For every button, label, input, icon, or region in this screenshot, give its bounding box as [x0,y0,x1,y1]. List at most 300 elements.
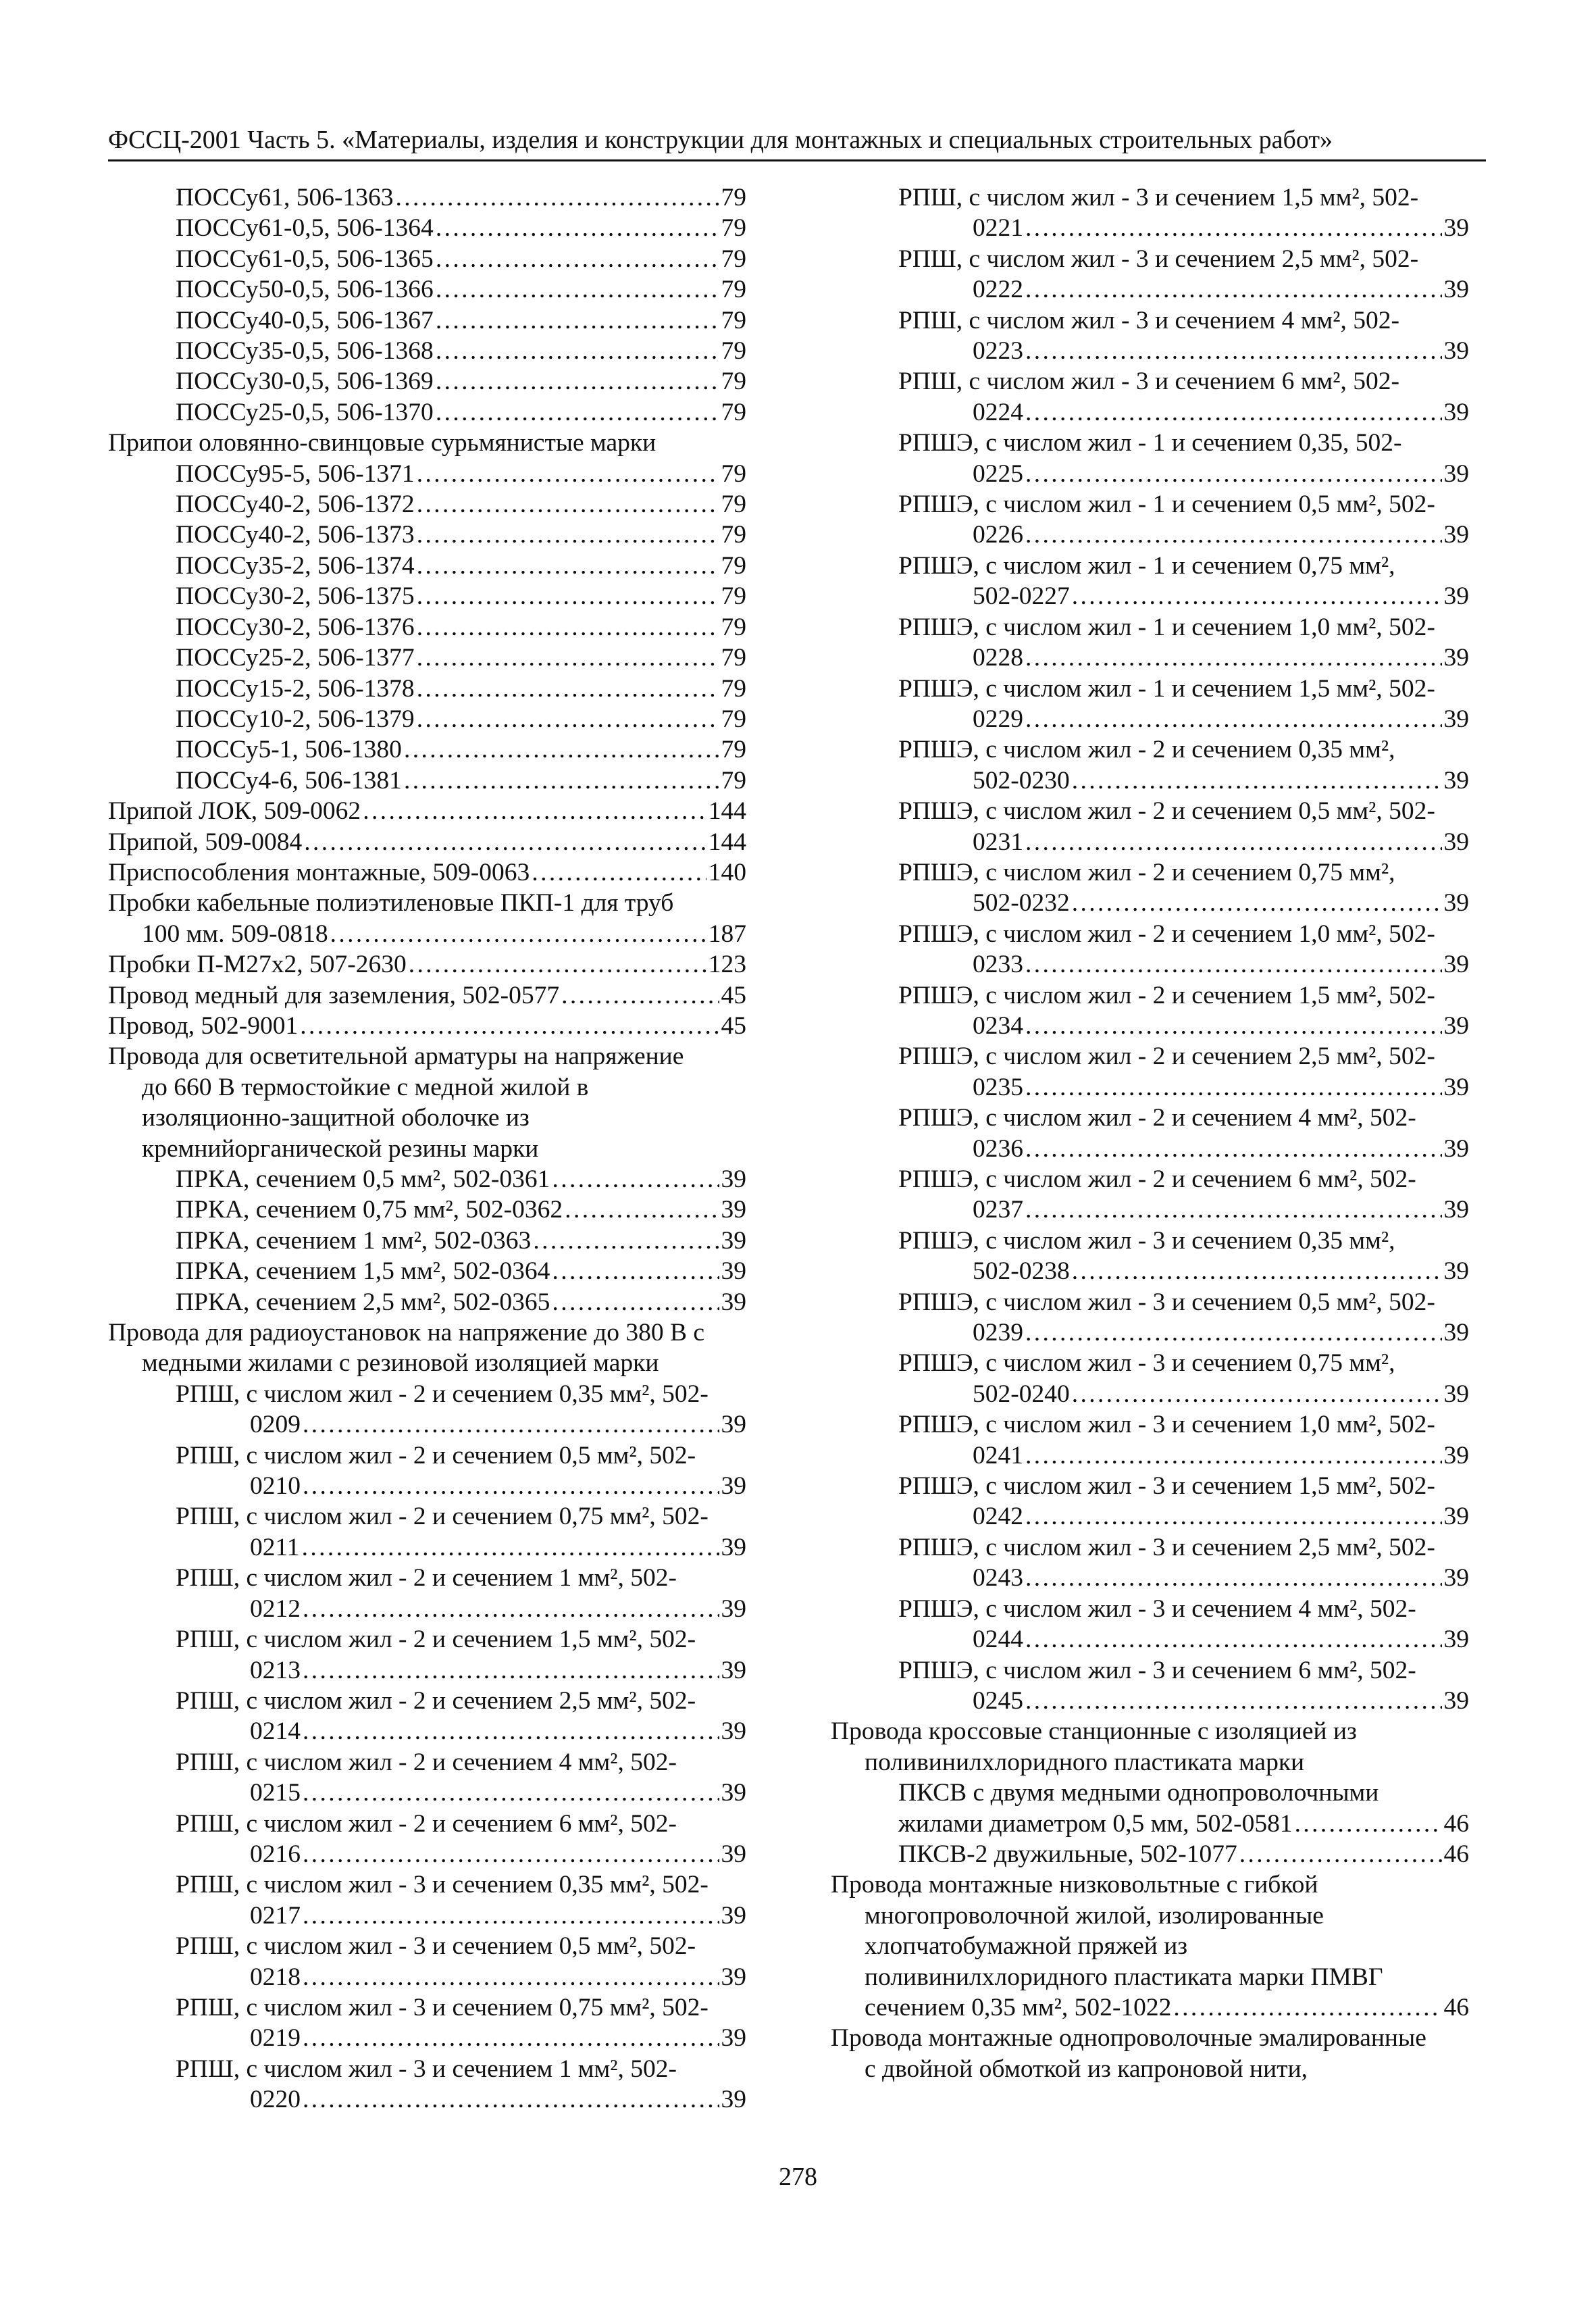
index-entry-page: 46 [1443,1809,1469,1838]
dot-leader [417,581,719,611]
index-entry [831,551,1469,581]
dot-leader [1025,336,1442,366]
index-entry-text: РПШЭ, с числом жил - 2 и сечением 0,5 мм², 502- [898,797,1435,826]
dot-leader [304,827,706,857]
index-entry [108,1041,746,1072]
index-entry [831,796,1469,826]
index-entry-page: 79 [721,459,746,488]
index-entry-page: 39 [721,1288,746,1316]
index-entry-text: ПОССу61-0,5, 506-1364 [176,214,434,243]
index-entry-text: РПШЭ, с числом жил - 2 и сечением 1,5 мм², 502- [898,981,1435,1009]
index-entry-text: 0236 [973,1134,1023,1163]
index-entry [108,1317,746,1348]
dot-leader [409,949,706,980]
index-entry-page: 39 [1443,1503,1469,1531]
index-entry-text: жилами диаметром 0,5 мм, 502-0581 [898,1809,1293,1838]
index-entry [831,612,1469,643]
index-entry-text: РПШ, с числом жил - 3 и сечением 2,5 мм², 502- [898,245,1419,273]
index-entry-text: 0237 [973,1196,1023,1224]
index-entry-text: ПРКА, сечением 1,5 мм², 502-0364 [176,1257,550,1286]
index-entry [108,1256,746,1286]
index-entry-text: 0226 [973,521,1023,549]
dot-leader [1025,1134,1442,1164]
index-entry-page: 144 [708,828,746,856]
index-entry [831,2023,1469,2053]
index-entry-page: 39 [721,1594,746,1623]
index-entry [108,674,746,704]
dot-leader [561,980,719,1011]
index-entry-page: 39 [721,1963,746,1991]
index-entry-text: ПРКА, сечением 1 мм², 502-0363 [176,1226,532,1255]
index-entry-page: 79 [721,551,746,580]
dot-leader [302,1532,719,1563]
dot-leader [330,919,706,949]
index-entry [831,827,1469,857]
index-entry-text: 0210 [250,1472,301,1501]
index-entry-page: 79 [721,245,746,273]
index-entry [831,1778,1469,1808]
index-entry [831,1624,1469,1655]
index-entry-text: РПШЭ, с числом жил - 2 и сечением 1,0 мм², 502- [898,920,1435,948]
index-entry-text: 0222 [973,276,1023,304]
index-entry [831,182,1469,213]
index-entry-page: 39 [1443,276,1469,304]
index-entry-text: РПШ, с числом жил - 3 и сечением 1 мм², 502- [176,2055,677,2083]
dot-leader [1173,1992,1441,2023]
index-entry-page: 39 [1443,889,1469,917]
index-entry [108,2023,746,2053]
dot-leader [363,796,706,826]
index-entry-text: поливинилхлоридного пластиката марки [865,1748,1305,1776]
index-entry [108,1869,746,1900]
index-entry [108,704,746,734]
index-entry [831,1869,1469,1900]
index-entry-page: 39 [721,1411,746,1439]
index-entry-page: 39 [1443,1011,1469,1040]
index-entry-text: ПОССу61, 506-1363 [176,184,394,211]
index-entry-page: 123 [708,951,746,979]
header-divider [108,159,1486,161]
index-entry [831,366,1469,397]
index-entry [108,1992,746,2023]
index-entry [831,1655,1469,1686]
index-entry-page: 39 [721,1901,746,1930]
index-entry-page: 79 [721,306,746,334]
index-entry-text: 0214 [250,1717,301,1746]
dot-leader [1025,1011,1442,1041]
index-entry [831,1041,1469,1072]
dot-leader [303,1471,719,1501]
index-column-right [831,182,1469,2084]
index-entry [108,1501,746,1532]
index-entry-text: 0242 [973,1503,1023,1531]
index-entry [831,1103,1469,1133]
index-entry [831,1809,1469,1839]
index-entry-text: 0243 [973,1564,1023,1592]
index-entry-page: 39 [721,1656,746,1684]
index-entry [831,1471,1469,1501]
index-entry-text: РПШ, с числом жил - 3 и сечением 6 мм², 502- [898,368,1399,396]
index-entry-text: ПОССу10-2, 506-1379 [176,705,415,733]
index-entry-page: 39 [1443,521,1469,549]
index-entry [108,1164,746,1194]
index-entry-page: 39 [721,1533,746,1561]
index-entry-text: ПОССу35-0,5, 506-1368 [176,337,434,366]
dot-leader [1025,949,1442,980]
index-entry [108,1072,746,1103]
index-entry [831,1901,1469,1931]
index-entry-text: РПШЭ, с числом жил - 1 и сечением 1,5 мм², 502- [898,674,1435,703]
index-entry [108,1931,746,1961]
index-entry-page: 79 [721,491,746,519]
index-entry [108,1716,746,1746]
dot-leader [303,1901,719,1931]
dot-leader [532,857,706,888]
index-entry-page: 79 [721,736,746,764]
index-entry-text: РПШ, с числом жил - 3 и сечением 1,5 мм², 502- [898,184,1419,211]
dot-leader [404,734,719,765]
index-entry [831,1931,1469,1961]
dot-leader [1072,581,1442,611]
index-entry-text: медными жилами с резиновой изоляцией марки [142,1349,659,1378]
index-entry [108,1655,746,1686]
index-entry [831,1226,1469,1256]
index-entry-text: 0241 [973,1441,1023,1469]
index-entry-text: ПОССу40-2, 506-1372 [176,491,415,519]
index-entry [831,2054,1469,2084]
index-entry-page: 79 [721,705,746,733]
dot-leader [1025,1563,1442,1593]
index-entry [831,274,1469,305]
index-entry [108,827,746,857]
index-entry [108,2084,746,2115]
dot-leader [417,704,719,734]
index-entry-text: РПШЭ, с числом жил - 1 и сечением 0,5 мм², 502- [898,491,1435,519]
index-entry-text: 502-0238 [973,1257,1070,1286]
index-entry-page: 39 [721,1472,746,1501]
index-entry-text: 502-0230 [973,766,1070,795]
dot-leader [303,1594,719,1624]
index-entry-text: многопроволочной жилой, изолированные [865,1901,1324,1930]
index-entry [108,459,746,489]
index-entry-text: ПОССу30-2, 506-1376 [176,613,415,641]
index-entry-text: ПРКА, сечением 0,75 мм², 502-0362 [176,1196,563,1224]
index-entry-text: РПШЭ, с числом жил - 3 и сечением 0,35 мм², [898,1226,1395,1255]
dot-leader [303,1778,719,1808]
index-entry-page: 39 [1443,214,1469,243]
dot-leader [1025,1440,1442,1471]
index-entry [831,1839,1469,1869]
index-entry-text: РПШЭ, с числом жил - 3 и сечением 0,75 мм², [898,1349,1395,1378]
index-entry-text: 502-0240 [973,1380,1070,1408]
index-entry-text: 0234 [973,1011,1023,1040]
index-entry-text: 0211 [250,1533,300,1561]
index-entry-page: 39 [721,1257,746,1286]
index-entry-text: РПШ, с числом жил - 2 и сечением 4 мм², 502- [176,1748,677,1776]
index-entry-page: 39 [1443,459,1469,488]
index-entry-text: РПШЭ, с числом жил - 3 и сечением 6 мм², 502- [898,1656,1416,1684]
dot-leader [1025,397,1442,428]
index-entry [108,796,746,826]
index-entry [831,949,1469,980]
index-entry [108,949,746,980]
index-entry-text: РПШ, с числом жил - 3 и сечением 0,75 мм², 502- [176,1993,709,2021]
index-entry-page: 39 [1443,1441,1469,1469]
index-entry-text: РПШ, с числом жил - 2 и сечением 0,35 мм², 502- [176,1380,709,1408]
index-entry-text: Провода монтажные низковольтные с гибкой [831,1871,1318,1899]
index-entry [108,1194,746,1225]
index-entry-page: 79 [721,766,746,795]
index-entry-text: РПШЭ, с числом жил - 1 и сечением 1,0 мм², 502- [898,613,1435,641]
dot-leader [1025,520,1442,550]
index-entry [108,213,746,243]
index-entry [108,1809,746,1839]
dot-leader [533,1226,719,1256]
index-entry-text: 0218 [250,1963,301,1991]
index-entry-page: 144 [708,797,746,826]
index-entry-text: 0217 [250,1901,301,1930]
index-entry-page: 79 [721,398,746,426]
index-entry-page: 79 [721,613,746,641]
index-entry-page: 39 [1443,1196,1469,1224]
index-entry [831,765,1469,796]
index-entry-text: 0212 [250,1594,301,1623]
index-entry [108,1778,746,1808]
index-entry-text: 0229 [973,705,1023,733]
index-entry [108,1134,746,1164]
dot-leader [417,643,719,673]
index-entry-text: РПШЭ, с числом жил - 2 и сечением 4 мм², 502- [898,1104,1416,1132]
index-entry [108,551,746,581]
index-entry [831,1686,1469,1716]
index-entry-page: 39 [721,2024,746,2053]
index-entry-text: 0216 [250,1840,301,1868]
dot-leader [1025,1624,1442,1655]
index-entry-text: сечением 0,35 мм², 502-1022 [865,1993,1172,2021]
dot-leader [1025,459,1442,489]
index-entry [108,1686,746,1716]
index-entry-text: Провода для радиоустановок на напряжение до 380 В с [108,1319,705,1347]
index-entry [108,305,746,336]
index-entry-text: РПШЭ, с числом жил - 1 и сечением 0,75 мм², [898,551,1395,580]
index-entry [831,1348,1469,1378]
index-entry-page: 39 [1443,337,1469,366]
index-entry-text: 0209 [250,1411,301,1439]
index-column-left [108,182,746,2115]
index-entry [831,1594,1469,1624]
index-entry-text: РПШЭ, с числом жил - 2 и сечением 0,75 мм², [898,858,1395,886]
dot-leader [303,1655,719,1686]
index-entry-page: 39 [1443,1686,1469,1715]
index-entry [831,1563,1469,1593]
index-entry-page: 39 [721,1226,746,1255]
index-entry [831,1194,1469,1225]
index-entry-text: ПКСВ с двумя медными однопроволочными [898,1779,1379,1807]
index-entry-page: 39 [1443,951,1469,979]
index-entry-text: 0213 [250,1656,301,1684]
index-entry [108,919,746,949]
index-entry-text: ПОССу50-0,5, 506-1366 [176,276,434,304]
index-entry [831,643,1469,673]
index-entry [108,2054,746,2084]
index-entry [831,1962,1469,1992]
index-entry [108,1532,746,1563]
index-entry [108,1379,746,1409]
dot-leader [1072,765,1442,796]
index-entry-page: 140 [708,858,746,886]
dot-leader [436,336,719,366]
index-entry [108,489,746,520]
index-entry-text: РПШ, с числом жил - 2 и сечением 0,5 мм², 502- [176,1441,696,1469]
index-entry-text: Приспособления монтажные, 509-0063 [108,858,530,886]
index-entry-text: поливинилхлоридного пластиката марки ПМВГ [865,1963,1383,1991]
index-entry-page: 79 [721,184,746,211]
index-entry [831,1317,1469,1348]
index-entry [108,1440,746,1471]
index-entry-page: 79 [721,674,746,703]
index-entry-text: до 660 В термостойкие с медной жилой в [142,1073,589,1101]
index-entry [108,980,746,1011]
index-entry [108,1011,746,1041]
dot-leader [436,366,719,397]
dot-leader [417,520,719,550]
index-entry-text: изоляционно-защитной оболочке из [142,1104,530,1132]
index-entry-page: 39 [721,2086,746,2114]
index-entry [108,1226,746,1256]
index-entry-text: РПШЭ, с числом жил - 3 и сечением 2,5 мм², 502- [898,1533,1435,1561]
dot-leader [300,1011,719,1041]
dot-leader [303,2084,719,2115]
dot-leader [303,1409,719,1440]
index-entry-text: ПОССу25-0,5, 506-1370 [176,398,434,426]
index-entry-text: РПШ, с числом жил - 3 и сечением 4 мм², 502- [898,306,1399,334]
index-entry-text: 100 мм. 509-0818 [142,920,328,948]
dot-leader [436,213,719,243]
index-entry-text: РПШЭ, с числом жил - 2 и сечением 0,35 мм², [898,736,1395,764]
index-entry [831,734,1469,765]
index-entry-text: ПОССу61-0,5, 506-1365 [176,245,434,273]
dot-leader [417,489,719,520]
index-entry-text: ПОССу40-2, 506-1373 [176,521,415,549]
index-entry-page: 187 [708,920,746,948]
index-entry-page: 79 [721,582,746,611]
dot-leader [417,612,719,643]
index-entry [108,1471,746,1501]
index-entry-page: 79 [721,368,746,396]
dot-leader [552,1256,719,1286]
dot-leader [565,1194,719,1225]
dot-leader [1025,643,1442,673]
index-entry-text: кремнийорганической резины марки [142,1134,539,1163]
index-entry [831,489,1469,520]
index-entry-text: 0235 [973,1073,1023,1101]
index-entry-text: ПОССу35-2, 506-1374 [176,551,415,580]
index-entry-page: 39 [1443,398,1469,426]
index-entry-text: 0231 [973,828,1023,856]
index-entry-text: Пробки кабельные полиэтиленовые ПКП-1 для труб [108,889,674,917]
index-entry [108,1594,746,1624]
index-entry [108,1624,746,1655]
page-number: 278 [779,2163,817,2191]
dot-leader [436,397,719,428]
index-entry [108,1839,746,1869]
index-entry-text: РПШ, с числом жил - 2 и сечением 0,75 мм², 502- [176,1503,709,1531]
index-entry-page: 45 [721,981,746,1009]
index-entry-text: ПОССу30-0,5, 506-1369 [176,368,434,396]
index-entry [831,244,1469,274]
index-entry [831,581,1469,611]
dot-leader [1025,1317,1442,1348]
index-entry-text: Провод, 502-9001 [108,1011,299,1040]
index-entry-text: с двойной обмоткой из капроновой нити, [865,2055,1308,2083]
index-entry-page: 39 [721,1196,746,1224]
index-entry [108,428,746,458]
index-entry [831,305,1469,336]
index-entry [831,1992,1469,2023]
index-entry-text: 0233 [973,951,1023,979]
index-entry [831,674,1469,704]
index-entry [831,213,1469,243]
index-entry [108,581,746,611]
index-entry-text: 0215 [250,1779,301,1807]
index-entry [108,520,746,550]
index-entry-page: 45 [721,1011,746,1040]
index-entry [108,857,746,888]
dot-leader [1295,1809,1442,1839]
index-entry [831,1287,1469,1317]
dot-leader [1025,1686,1442,1716]
index-entry-text: 0221 [973,214,1023,243]
index-entry [108,274,746,305]
index-entry-text: 0223 [973,337,1023,366]
index-entry-text: РПШ, с числом жил - 3 и сечением 0,35 мм², 502- [176,1871,709,1899]
dot-leader [1025,827,1442,857]
dot-leader [552,1164,719,1194]
index-entry-page: 39 [1443,766,1469,795]
dot-leader [1072,1256,1442,1286]
index-entry [108,643,746,673]
index-entry-page: 79 [721,521,746,549]
index-entry [831,1532,1469,1563]
index-entry-text: Припой ЛОК, 509-0062 [108,797,361,826]
dot-leader [417,674,719,704]
index-entry-text: ПОССу4-6, 506-1381 [176,766,402,795]
index-entry [108,765,746,796]
index-entry-text: РПШ, с числом жил - 2 и сечением 6 мм², 502- [176,1809,677,1838]
dot-leader [1025,1501,1442,1532]
index-entry-text: РПШЭ, с числом жил - 1 и сечением 0,35, 502- [898,429,1402,457]
index-entry-page: 39 [1443,1073,1469,1101]
index-entry [108,1747,746,1778]
dot-leader [303,1716,719,1746]
index-entry [831,520,1469,550]
dot-leader [1025,704,1442,734]
index-entry-page: 39 [1443,1626,1469,1654]
dot-leader [1025,274,1442,305]
index-entry [831,1011,1469,1041]
index-entry-page: 39 [721,1840,746,1868]
index-entry [108,1962,746,1992]
index-entry-text: ПРКА, сечением 0,5 мм², 502-0361 [176,1165,550,1193]
index-entry-text: ПОССу40-0,5, 506-1367 [176,306,434,334]
index-entry-text: хлопчатобумажной пряжей из [865,1932,1188,1961]
index-entry [831,1379,1469,1409]
index-entry [831,1256,1469,1286]
index-entry-page: 39 [1443,1564,1469,1592]
dot-leader [303,1839,719,1869]
index-entry-text: 0224 [973,398,1023,426]
index-entry-page: 79 [721,644,746,672]
